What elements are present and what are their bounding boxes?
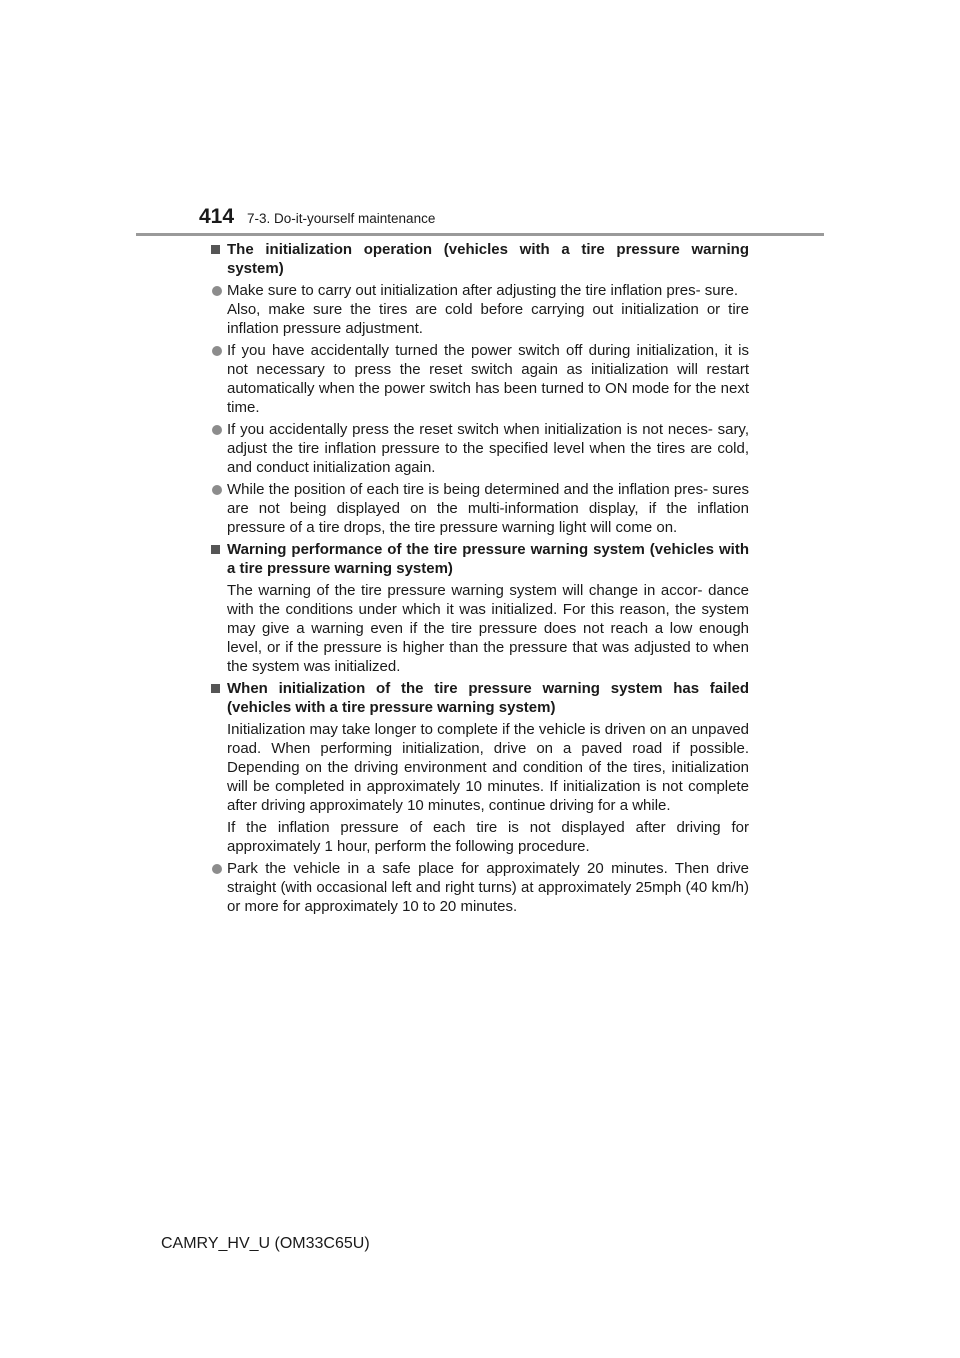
- section-heading: When initialization of the tire pressure warning system has failed (vehicles with a tire pressure warning system): [211, 679, 749, 717]
- footer-model-code: CAMRY_HV_U (OM33C65U): [161, 1235, 370, 1252]
- circle-bullet-icon: [212, 485, 222, 495]
- circle-bullet-icon: [212, 864, 222, 874]
- section-heading: The initialization operation (vehicles with a tire pressure warning system): [211, 240, 749, 278]
- circle-bullet-icon: [212, 346, 222, 356]
- section-warning-performance: [211, 540, 749, 676]
- square-bullet-icon: [211, 245, 220, 254]
- list-item-text: While the position of each tire is being determined and the inflation pres- sures are not being displayed on the multi-information display, if the inflation pressure of a tire drops, the tire pressure warning light will come on.: [227, 481, 749, 536]
- paragraph: Initialization may take longer to complete if the vehicle is driven on an unpaved road. When performing initialization, drive on a paved road if possible. Depending on the driving environment and condition of the tires, initialization will be completed in approximately 10 minutes. If initialization is not complete after driving approximately 10 minutes, continue driving for a while.: [227, 721, 749, 814]
- list-item-text: If you have accidentally turned the power switch off during initialization, it is not necessary to press the reset switch again as initialization will restart automatically when the power switch has been turned to ON mode for the next time.: [227, 342, 749, 416]
- section-initialization-failed: [211, 679, 749, 916]
- list-item: [211, 859, 749, 916]
- circle-bullet-icon: [212, 425, 222, 435]
- list-item-text: If you accidentally press the reset switch when initialization is not neces- sary, adjust the tire inflation pressure to the specified level when the tires are cold, and conduct initialization again.: [227, 421, 749, 476]
- section-initialization-operation: [211, 240, 749, 537]
- circle-bullet-icon: [212, 286, 222, 296]
- list-item: [211, 420, 749, 477]
- list-item: [211, 480, 749, 537]
- section-heading: Warning performance of the tire pressure warning system (vehicles with a tire pressure warning system): [211, 540, 749, 578]
- list-item-text: Park the vehicle in a safe place for approximately 20 minutes. Then drive straight (with occasional left and right turns) at approximately 25mph (40 km/h) or more for approximately 10 to 20 minutes.: [227, 860, 749, 915]
- list-item: [211, 281, 749, 338]
- header-divider: [136, 233, 824, 236]
- page-number: 414: [199, 205, 235, 228]
- list-item-text: Make sure to carry out initialization after adjusting the tire inflation pres- sure.: [227, 282, 739, 299]
- list-item: [211, 341, 749, 417]
- page-content: [211, 240, 749, 919]
- section-title: 7-3. Do-it-yourself maintenance: [247, 211, 436, 226]
- paragraph: The warning of the tire pressure warning system will change in accor- dance with the conditions under which it was initialized. For this reason, the system may give a warning even if the tire pressure does not reach a low enough level, or if the pressure is higher than the pressure that was adjusted to when the system was initialized.: [227, 582, 749, 675]
- square-bullet-icon: [211, 684, 220, 693]
- paragraph: If the inflation pressure of each tire is not displayed after driving for approximately 1 hour, perform the following procedure.: [227, 819, 749, 855]
- square-bullet-icon: [211, 545, 220, 554]
- list-item-text: Also, make sure the tires are cold before carrying out initialization or tire inflation pressure adjustment.: [227, 301, 749, 337]
